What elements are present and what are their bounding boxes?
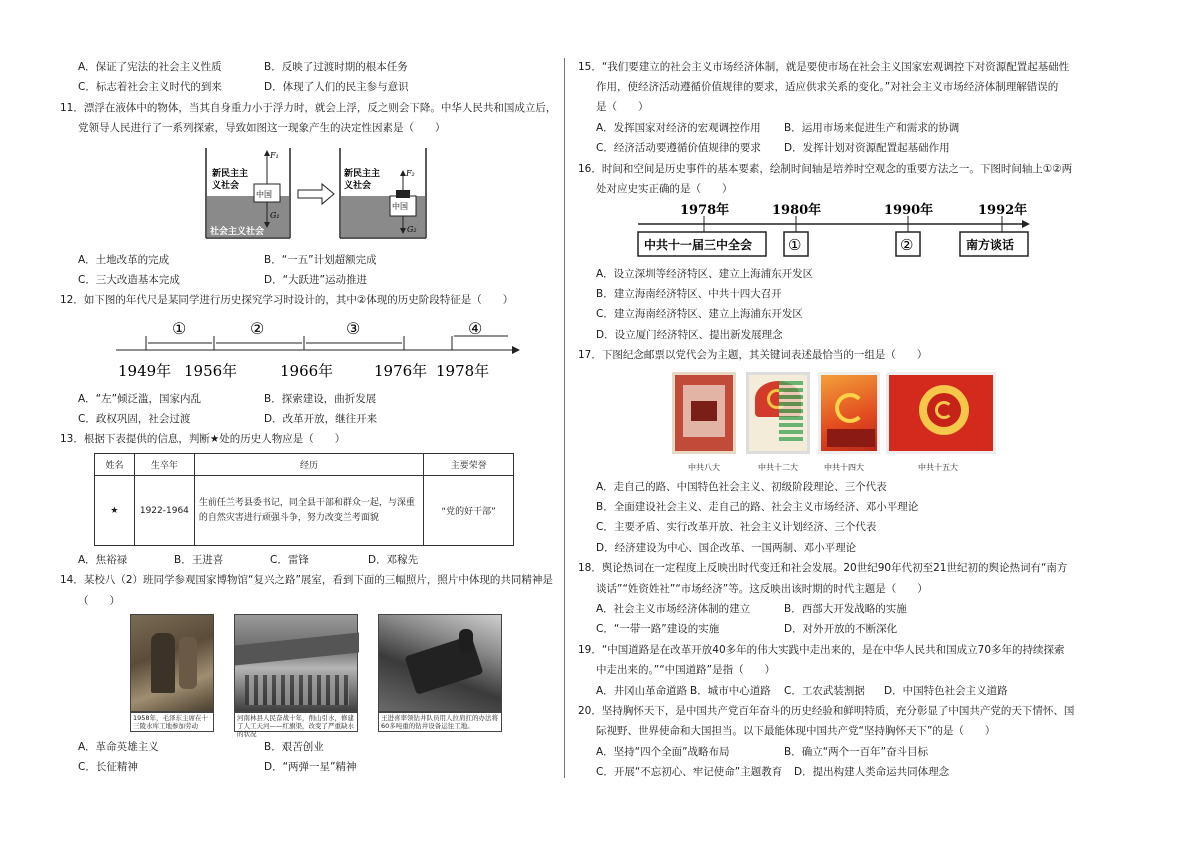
q12-year-1978: 1978年	[436, 362, 490, 380]
q16-box-south-tour: 南方谈话	[966, 238, 1015, 252]
q11-label-new-democracy-right-2: 义社会	[344, 181, 372, 191]
q11-stem-line2: 党领导人民进行了一系列探索，导致如图这一现象产生的决定性因素是（ ）	[78, 122, 446, 134]
q14-option-d: D．“两弹一星”精神	[264, 761, 357, 773]
q14-option-b: B．艰苦创业	[264, 741, 324, 753]
q12-marker-4: ④	[468, 319, 483, 338]
q19-stem-line2: 中走出来的。”“中国道路”是指（ ）	[596, 664, 776, 676]
q17-option-b: B．全面建设社会主义、走自己的路、社会主义市场经济、邓小平理论	[596, 501, 919, 513]
q13-option-b: B．王进喜	[174, 554, 224, 566]
q18-option-d: D．对外开放的不断深化	[784, 623, 898, 635]
q11-label-f1: F₁	[270, 151, 279, 160]
q11-option-b: B．“一五”计划超额完成	[264, 254, 377, 266]
q16-box-2: ②	[900, 236, 914, 254]
q12-timeline	[108, 316, 528, 384]
q13-header-years: 生卒年	[134, 454, 194, 476]
q11-label-china-left: 中国	[256, 190, 272, 199]
q13-cell-years: 1922-1964	[134, 476, 194, 546]
q20-stem-line2: 际视野、世界使命和大国担当。以下最能体现中国共产党“坚持胸怀天下”的是（ ）	[596, 725, 996, 737]
q13-option-a: A．焦裕禄	[78, 554, 128, 566]
q10-option-c: C．标志着社会主义时代的到来	[78, 81, 222, 93]
q14-photo-1	[130, 614, 214, 712]
q14-stem-line1: 14．某校八（2）班同学参观国家博物馆“复兴之路”展室，看到下面的三幅照片，照片中体现的共同精神是	[60, 574, 553, 586]
q11-label-new-democracy-2: 义社会	[212, 181, 240, 191]
q15-stem-line1: 15．“我们要建立的社会主义市场经济体制，就是要使市场在社会主义国家宏观调控下对资源配置起基础性	[578, 61, 1070, 73]
q16-year-1980: 1980年	[772, 203, 822, 218]
q14-photo-3	[378, 614, 502, 712]
q10-option-a: A．保证了宪法的社会主义性质	[78, 61, 222, 73]
q13-option-c: C．雷锋	[270, 554, 309, 566]
q13-header-experience: 经历	[194, 454, 423, 476]
q13-header-name: 姓名	[95, 454, 135, 476]
q17-option-c: C．主要矛盾、实行改革开放、社会主义计划经济、三个代表	[596, 521, 877, 533]
q12-option-b: B．探索建设，曲折发展	[264, 393, 377, 405]
q18-option-c: C．“一带一路”建设的实施	[596, 623, 720, 635]
q15-stem-line2: 作用，使经济活动遵循价值规律的要求，适应供求关系的变化。”对社会主义市场经济体制理解错误的	[596, 81, 1059, 93]
q11-label-socialism: 社会主义社会	[210, 227, 265, 237]
q13-cell-experience: 生前任兰考县委书记，同全县干部和群众一起，与深重的自然灾害进行顽强斗争，努力改变兰考面貌	[194, 476, 423, 546]
q15-stem-line3: 是（ ）	[596, 101, 649, 113]
q19-option-c: C．工农武装割据	[784, 685, 865, 697]
q20-option-b: B．确立“两个一百年”奋斗目标	[784, 746, 929, 758]
q19-option-b: B．城市中心道路	[690, 685, 771, 697]
q17-stamp-label-14th: 中共十四大	[824, 463, 864, 472]
q16-box-third-plenum: 中共十一届三中全会	[644, 238, 753, 252]
q16-option-a: A．设立深圳等经济特区、建立上海浦东开发区	[596, 268, 814, 280]
q19-option-a: A．井冈山革命道路	[596, 685, 688, 697]
q17-stamp-label-15th: 中共十五大	[918, 463, 958, 472]
q12-option-c: C．政权巩固，社会过渡	[78, 413, 191, 425]
q14-caption-1: 1958年，毛泽东主席在十三陵水库工地参加劳动	[130, 712, 214, 732]
q18-option-a: A．社会主义市场经济体制的建立	[596, 603, 751, 615]
q11-option-a: A．土地改革的完成	[78, 254, 170, 266]
q16-year-1992: 1992年	[978, 203, 1028, 218]
q16-timeline	[636, 200, 1036, 262]
q13-option-d: D．邓稼先	[368, 554, 419, 566]
q11-label-f2: F₂	[406, 169, 415, 178]
q14-option-c: C．长征精神	[78, 761, 138, 773]
q12-year-1966: 1966年	[280, 362, 334, 380]
q20-option-a: A．坚持“四个全面”战略布局	[596, 746, 730, 758]
q20-option-d: D．提出构建人类命运共同体理念	[794, 766, 950, 778]
q10-option-d: D．体现了人们的民主参与意识	[264, 81, 409, 93]
q20-option-c: C．开展“不忘初心、牢记使命”主题教育	[596, 766, 783, 778]
q19-stem-line1: 19．“中国道路是在改革开放40多年的伟大实践中走出来的，是在中华人民共和国成立70多年的持续探索	[578, 644, 1065, 656]
q15-option-d: D．发挥计划对资源配置起基础作用	[784, 142, 950, 154]
q16-stem-line2: 处对应史实正确的是（ ）	[596, 183, 733, 195]
q15-option-a: A．发挥国家对经济的宏观调控作用	[596, 122, 761, 134]
q19-option-d: D．中国特色社会主义道路	[884, 685, 1008, 697]
q20-stem-line1: 20．坚持胸怀天下，是中国共产党百年奋斗的历史经验和鲜明特质，充分彰显了中国共产党的天下情怀、国	[578, 705, 1075, 717]
q13-stem: 13．根据下表提供的信息，判断★处的历史人物应是（ ）	[60, 433, 346, 445]
q13-table	[94, 453, 514, 546]
q16-option-d: D．设立厦门经济特区、提出新发展理念	[596, 329, 783, 341]
q12-marker-1: ①	[172, 319, 187, 338]
q13-header-honor: 主要荣誉	[424, 454, 514, 476]
q17-option-d: D．经济建设为中心、国企改革、一国两制、邓小平理论	[596, 542, 857, 554]
q12-stem: 12．如下图的年代尺是某同学进行历史探究学习时设计的，其中②体现的历史阶段特征是（ ）	[60, 294, 514, 306]
q16-year-1978: 1978年	[680, 203, 730, 218]
q12-marker-2: ②	[250, 319, 265, 338]
q11-option-c: C．三大改造基本完成	[78, 274, 180, 286]
q14-photo-2	[234, 614, 358, 712]
q17-stamp-label-8th: 中共八大	[688, 463, 720, 472]
q11-label-china-right: 中国	[392, 202, 408, 211]
q11-label-new-democracy-right: 新民主主	[344, 169, 381, 179]
q17-stamp-15th	[886, 372, 996, 454]
q18-stem-line1: 18．舆论热词在一定程度上反映出时代变迁和社会发展。20世纪90年代初至21世纪初的舆论热词有“南方	[578, 562, 1068, 574]
q17-stamp-label-12th: 中共十二大	[758, 463, 798, 472]
q15-option-b: B．运用市场来促进生产和需求的协调	[784, 122, 960, 134]
q11-label-new-democracy: 新民主主	[212, 169, 249, 179]
q15-option-c: C．经济活动要遵循价值规律的要求	[596, 142, 761, 154]
q18-stem-line2: 谈话”“姓资姓社”“市场经济”等。这反映出该时期的时代主题是（ ）	[596, 583, 928, 595]
q12-marker-3: ③	[346, 319, 361, 338]
q13-cell-honor: “党的好干部”	[424, 476, 514, 546]
q16-box-1: ①	[788, 236, 802, 254]
q14-caption-2: 河南林县人民奋战十年，削山引水，修建了人工天河——红旗渠，改变了严重缺水的状况	[234, 712, 358, 732]
q16-year-1990: 1990年	[884, 203, 934, 218]
q11-buoyancy-figure	[204, 146, 432, 244]
q12-year-1956: 1956年	[184, 362, 238, 380]
q11-label-g2: G₂	[407, 225, 417, 234]
column-divider	[564, 58, 565, 778]
q13-cell-name: ★	[95, 476, 135, 546]
q11-option-d: D．“大跃进”运动推进	[264, 274, 367, 286]
q12-option-d: D．改革开放，继往开来	[264, 413, 378, 425]
q10-option-b: B．反映了过渡时期的根本任务	[264, 61, 408, 73]
q17-stamp-14th	[818, 372, 880, 454]
q14-caption-3: 王进喜率领钻井队员用人拉肩扛的办法将60多吨重的钻井设备运往工地。	[378, 712, 502, 732]
q17-stamp-12th	[746, 372, 810, 454]
q17-stem: 17．下图纪念邮票以党代会为主题，其关键词表述最恰当的一组是（ ）	[578, 349, 928, 361]
q18-option-b: B．西部大开发战略的实施	[784, 603, 907, 615]
q17-option-a: A．走自己的路、中国特色社会主义、初级阶段理论、三个代表	[596, 481, 887, 493]
q14-stem-line2: （ ）	[78, 595, 120, 607]
q16-stem-line1: 16．时间和空间是历史事件的基本要素，绘制时间轴是培养时空观念的重要方法之一。下图时间轴上①②两	[578, 163, 1073, 175]
q11-stem-line1: 11．漂浮在液体中的物体，当其自身重力小于浮力时，就会上浮，反之则会下降。中华人民共和国成立后，	[60, 102, 557, 114]
q12-year-1949: 1949年	[118, 362, 172, 380]
q17-stamp-8th	[672, 372, 736, 454]
q12-year-1976: 1976年	[374, 362, 428, 380]
q13-table-row	[95, 476, 514, 546]
q14-option-a: A．革命英雄主义	[78, 741, 159, 753]
q16-option-c: C．建立海南经济特区、建立上海浦东开发区	[596, 308, 803, 320]
q12-option-a: A．“左”倾泛滥，国家内乱	[78, 393, 202, 405]
q16-option-b: B．建立海南经济特区、中共十四大召开	[596, 288, 782, 300]
q11-label-g1: G₁	[270, 211, 280, 220]
